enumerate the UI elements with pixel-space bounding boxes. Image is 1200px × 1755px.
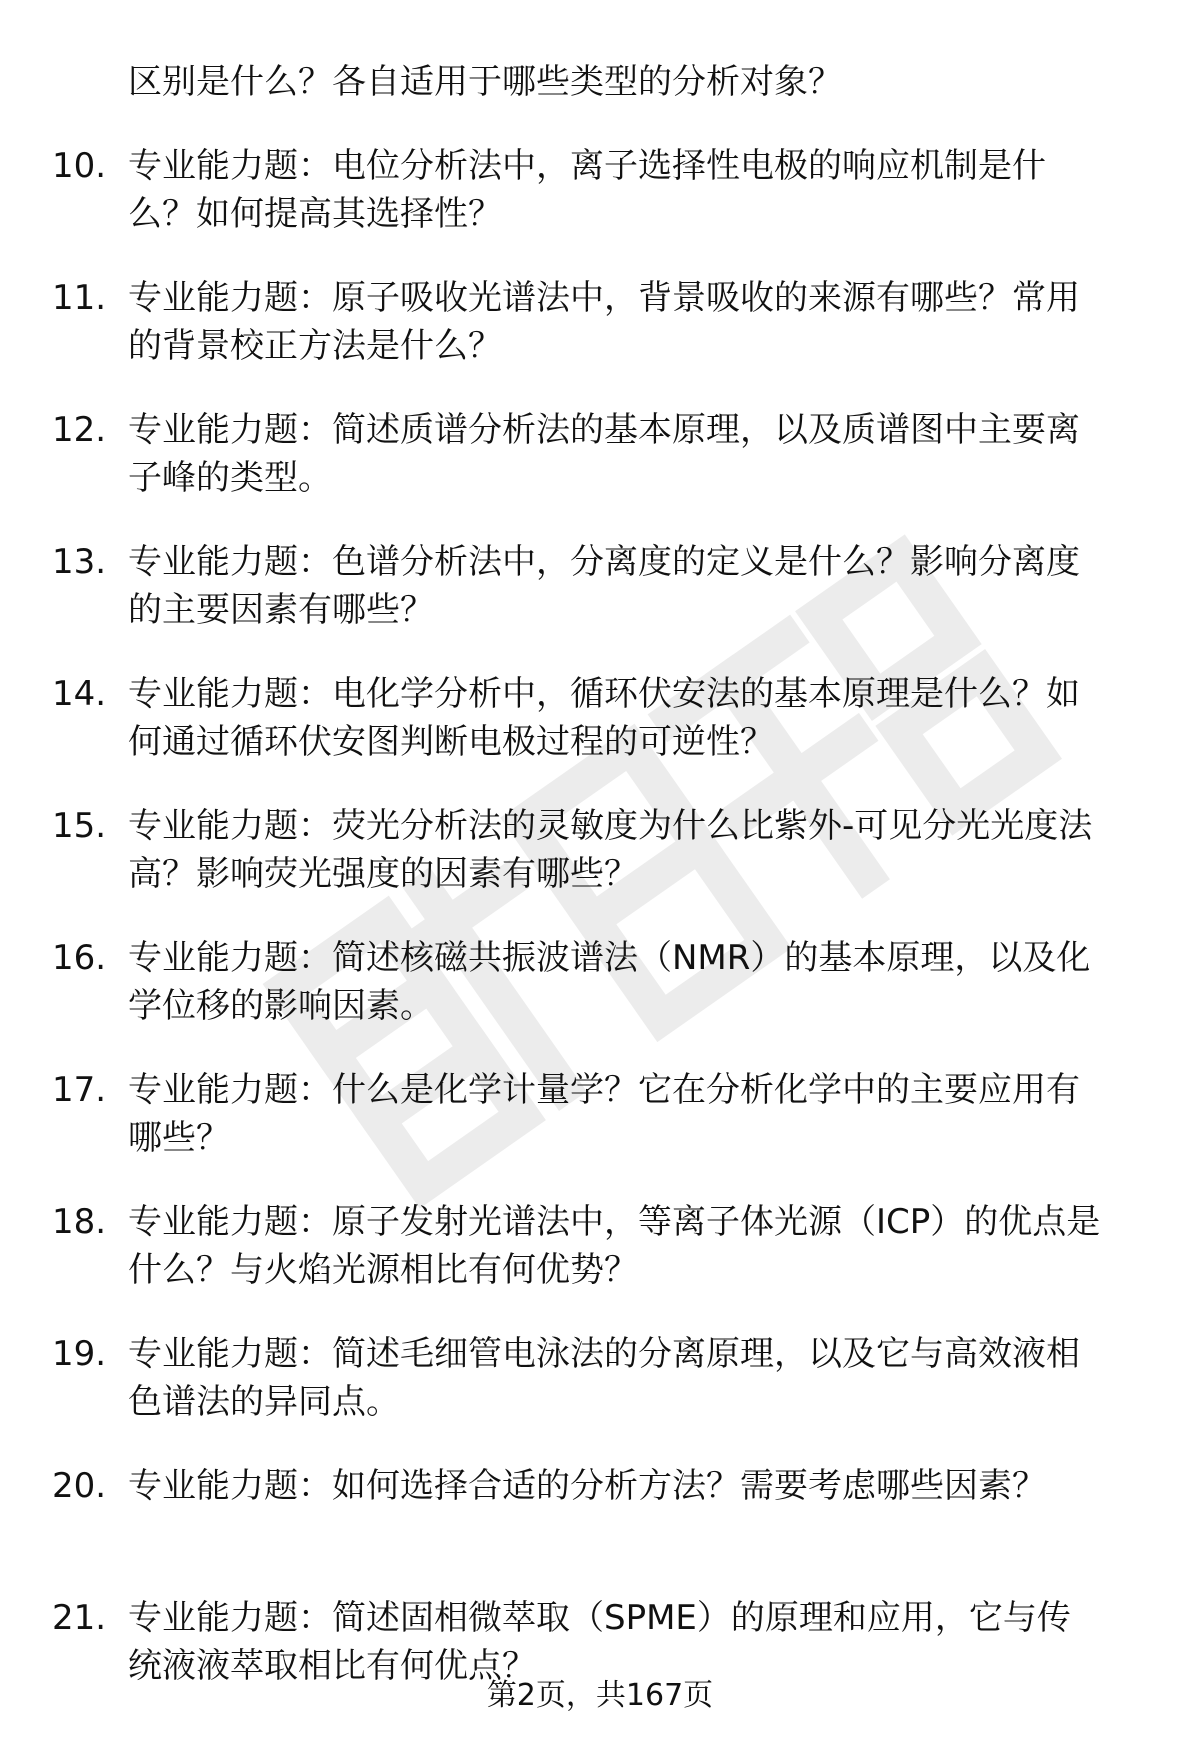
question-number: 12. bbox=[52, 410, 107, 450]
question-line: 专业能力题：原子发射光谱法中，等离子体光源（ICP）的优点是 bbox=[128, 1202, 1101, 1242]
question-text bbox=[128, 538, 1158, 634]
question-line: 统液液萃取相比有何优点？ bbox=[128, 1646, 536, 1686]
question-line: 高？影响荧光强度的因素有哪些？ bbox=[128, 854, 638, 894]
question-number: 15. bbox=[52, 806, 107, 846]
question-number: 13. bbox=[52, 542, 107, 582]
list-item bbox=[0, 142, 1200, 238]
question-text bbox=[128, 1198, 1158, 1294]
list-item bbox=[0, 1462, 1200, 1558]
question-number: 19. bbox=[52, 1334, 107, 1374]
list-item bbox=[0, 1330, 1200, 1426]
list-item bbox=[0, 406, 1200, 502]
question-line: 专业能力题：简述固相微萃取（SPME）的原理和应用，它与传 bbox=[128, 1598, 1071, 1638]
question-text bbox=[128, 1066, 1158, 1162]
list-item bbox=[0, 670, 1200, 766]
page-number-footer: 第2页，共167页 bbox=[486, 1678, 714, 1713]
question-text bbox=[128, 406, 1158, 502]
question-line: 专业能力题：电化学分析中，循环伏安法的基本原理是什么？如 bbox=[128, 674, 1080, 714]
question-number: 20. bbox=[52, 1466, 107, 1506]
question-number: 21. bbox=[52, 1598, 107, 1638]
question-line: 色谱法的异同点。 bbox=[128, 1382, 400, 1422]
question-line: 专业能力题：简述质谱分析法的基本原理，以及质谱图中主要离 bbox=[128, 410, 1080, 450]
question-line: 专业能力题：原子吸收光谱法中，背景吸收的来源有哪些？常用 bbox=[128, 278, 1080, 318]
question-line: 专业能力题：如何选择合适的分析方法？需要考虑哪些因素？ bbox=[128, 1466, 1046, 1506]
list-item bbox=[0, 1198, 1200, 1294]
question-text bbox=[128, 670, 1158, 766]
question-line: 的主要因素有哪些？ bbox=[128, 590, 434, 630]
question-text bbox=[128, 142, 1158, 238]
continuation-text: 区别是什么？各自适用于哪些类型的分析对象？ bbox=[128, 62, 842, 102]
question-line: 专业能力题：荧光分析法的灵敏度为什么比紫外-可见分光光度法 bbox=[128, 806, 1093, 846]
question-text bbox=[128, 1330, 1158, 1426]
list-item bbox=[0, 274, 1200, 370]
question-line: 专业能力题：电位分析法中，离子选择性电极的响应机制是什 bbox=[128, 146, 1046, 186]
question-line: 么？如何提高其选择性？ bbox=[128, 194, 502, 234]
question-number: 11. bbox=[52, 278, 107, 318]
list-item bbox=[0, 934, 1200, 1030]
question-line: 专业能力题：简述核磁共振波谱法（NMR）的基本原理，以及化 bbox=[128, 938, 1091, 978]
question-line: 专业能力题：简述毛细管电泳法的分离原理，以及它与高效液相 bbox=[128, 1334, 1080, 1374]
question-line: 专业能力题：色谱分析法中，分离度的定义是什么？影响分离度 bbox=[128, 542, 1080, 582]
question-line: 何通过循环伏安图判断电极过程的可逆性？ bbox=[128, 722, 774, 762]
question-number: 14. bbox=[52, 674, 107, 714]
question-line: 专业能力题：什么是化学计量学？它在分析化学中的主要应用有 bbox=[128, 1070, 1080, 1110]
question-line: 学位移的影响因素。 bbox=[128, 986, 434, 1026]
question-text bbox=[128, 274, 1158, 370]
question-line: 子峰的类型。 bbox=[128, 458, 332, 498]
question-number: 18. bbox=[52, 1202, 107, 1242]
list-item bbox=[0, 538, 1200, 634]
question-text bbox=[128, 1462, 1158, 1510]
question-number: 17. bbox=[52, 1070, 107, 1110]
question-number: 10. bbox=[52, 146, 107, 186]
question-list bbox=[0, 142, 1200, 1726]
question-line: 的背景校正方法是什么？ bbox=[128, 326, 502, 366]
question-line: 哪些？ bbox=[128, 1118, 230, 1158]
question-number: 16. bbox=[52, 938, 107, 978]
list-item bbox=[0, 1066, 1200, 1162]
question-text bbox=[128, 802, 1158, 898]
question-line: 什么？与火焰光源相比有何优势？ bbox=[128, 1250, 638, 1290]
question-text bbox=[128, 934, 1158, 1030]
list-item bbox=[0, 802, 1200, 898]
